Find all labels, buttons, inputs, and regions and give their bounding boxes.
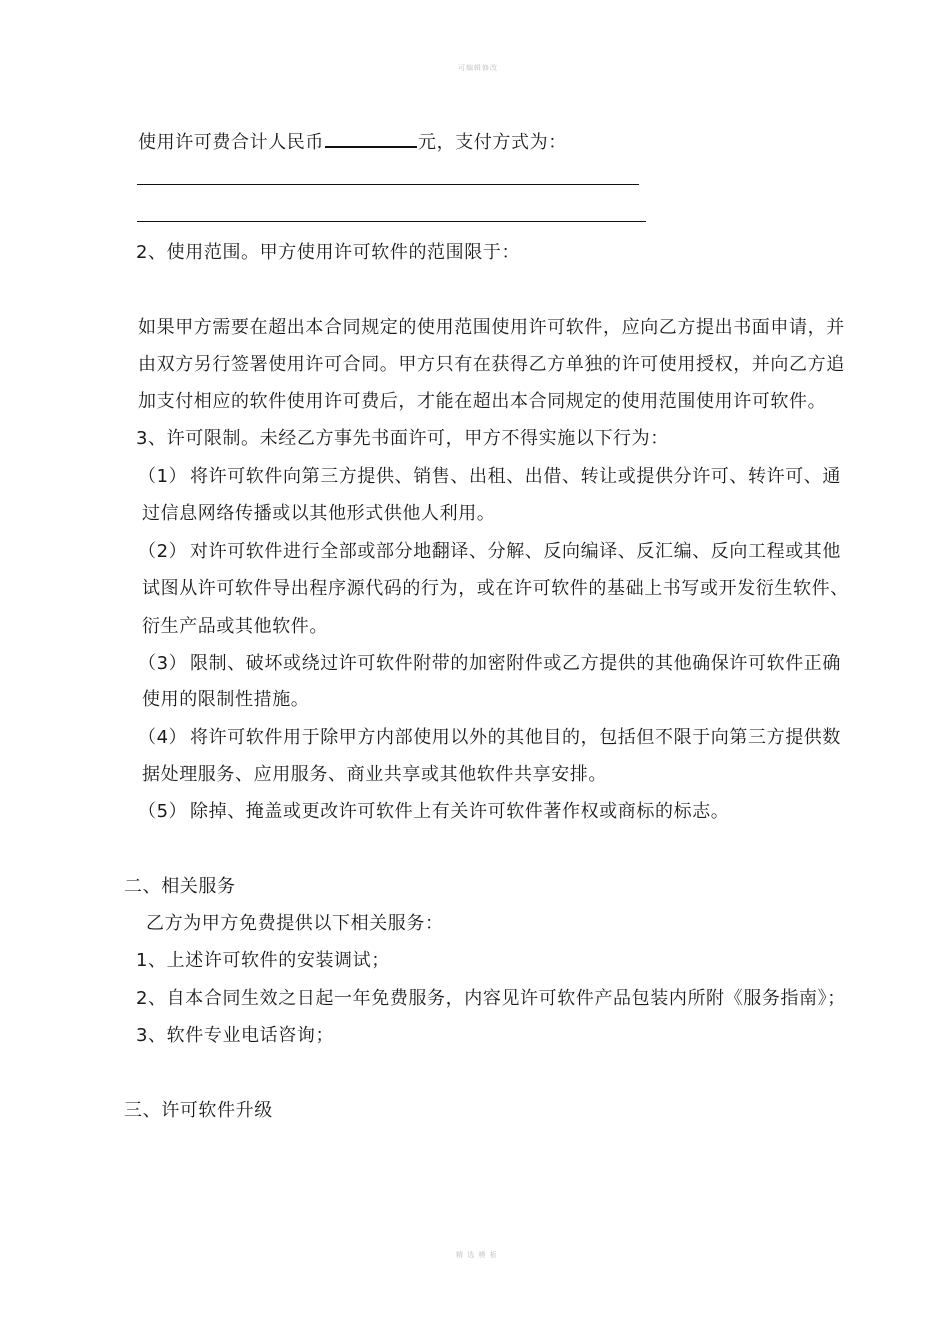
fee-payment-label: 元，支付方式为： [418,132,567,153]
scope-heading: 2、使用范围。甲方使用许可软件的范围限于： [136,242,521,263]
limit-text: 将许可软件用于除甲方内部使用以外的其他目的，包括但不限于向第三方提供数 [190,727,841,748]
limit-item-2-cont-1: 试图从许可软件导出程序源代码的行为，或在许可软件的基础上书写或开发衍生软件、 [142,578,849,599]
service-item-1: 1、上述许可软件的安装调试； [136,950,390,971]
payment-blank-line-1 [137,184,639,185]
payment-blank-line-2 [137,221,646,222]
scope-para-line-2: 由双方另行签署使用许可合同。甲方只有在获得乙方单独的许可使用授权，并向乙方追 [138,354,845,375]
limit-text: 限制、破坏或绕过许可软件附带的加密附件或乙方提供的其他确保许可软件正确 [190,653,841,674]
limit-num: （3） [138,653,188,674]
limit-item-3-cont: 使用的限制性措施。 [142,689,310,710]
section-3-title: 三、许可软件升级 [124,1100,273,1121]
service-item-3: 3、软件专业电话咨询； [136,1025,335,1046]
limit-item-4 [138,727,841,749]
limit-num: （2） [138,541,188,562]
section-2-title: 二、相关服务 [124,876,236,897]
scope-para-line-3: 加支付相应的软件使用许可费后，才能在超出本合同规定的使用范围使用许可软件。 [138,391,827,412]
limits-heading: 3、许可限制。未经乙方事先书面许可，甲方不得实施以下行为： [136,428,669,449]
scope-para-line-1: 如果甲方需要在超出本合同规定的使用范围使用许可软件，应向乙方提出书面申请，并 [138,317,845,338]
limit-num: （4） [138,727,188,748]
service-item-2: 2、自本合同生效之日起一年免费服务，内容见许可软件产品包装内所附《服务指南》； [136,988,846,1009]
limit-item-2-cont-2: 衍生产品或其他软件。 [142,616,328,637]
limit-item-1 [138,466,841,488]
limit-item-1-cont: 过信息网络传播或以其他形式供他人利用。 [142,503,496,524]
limit-text: 将许可软件向第三方提供、销售、出租、出借、转让或提供分许可、转许可、通 [190,466,841,487]
limit-item-3 [138,653,841,675]
limit-num: （1） [138,466,188,487]
limit-item-2 [138,541,841,563]
limit-text: 对许可软件进行全部或部分地翻译、分解、反向编译、反汇编、反向工程或其他 [190,541,841,562]
fee-line [138,130,567,154]
header-watermark: 可编辑修改 [458,64,498,72]
limit-num: （5） [138,801,188,822]
section-2-intro: 乙方为甲方免费提供以下相关服务： [146,913,444,934]
limit-item-4-cont: 据处理服务、应用服务、商业共享或其他软件共享安排。 [142,764,607,785]
limit-item-5 [138,801,729,823]
fee-label: 使用许可费合计人民币 [138,132,324,153]
footer-watermark: 精 选 模 板 [456,1251,498,1259]
limit-text: 除掉、掩盖或更改许可软件上有关许可软件著作权或商标的标志。 [190,801,730,822]
fee-amount-blank [325,130,417,148]
